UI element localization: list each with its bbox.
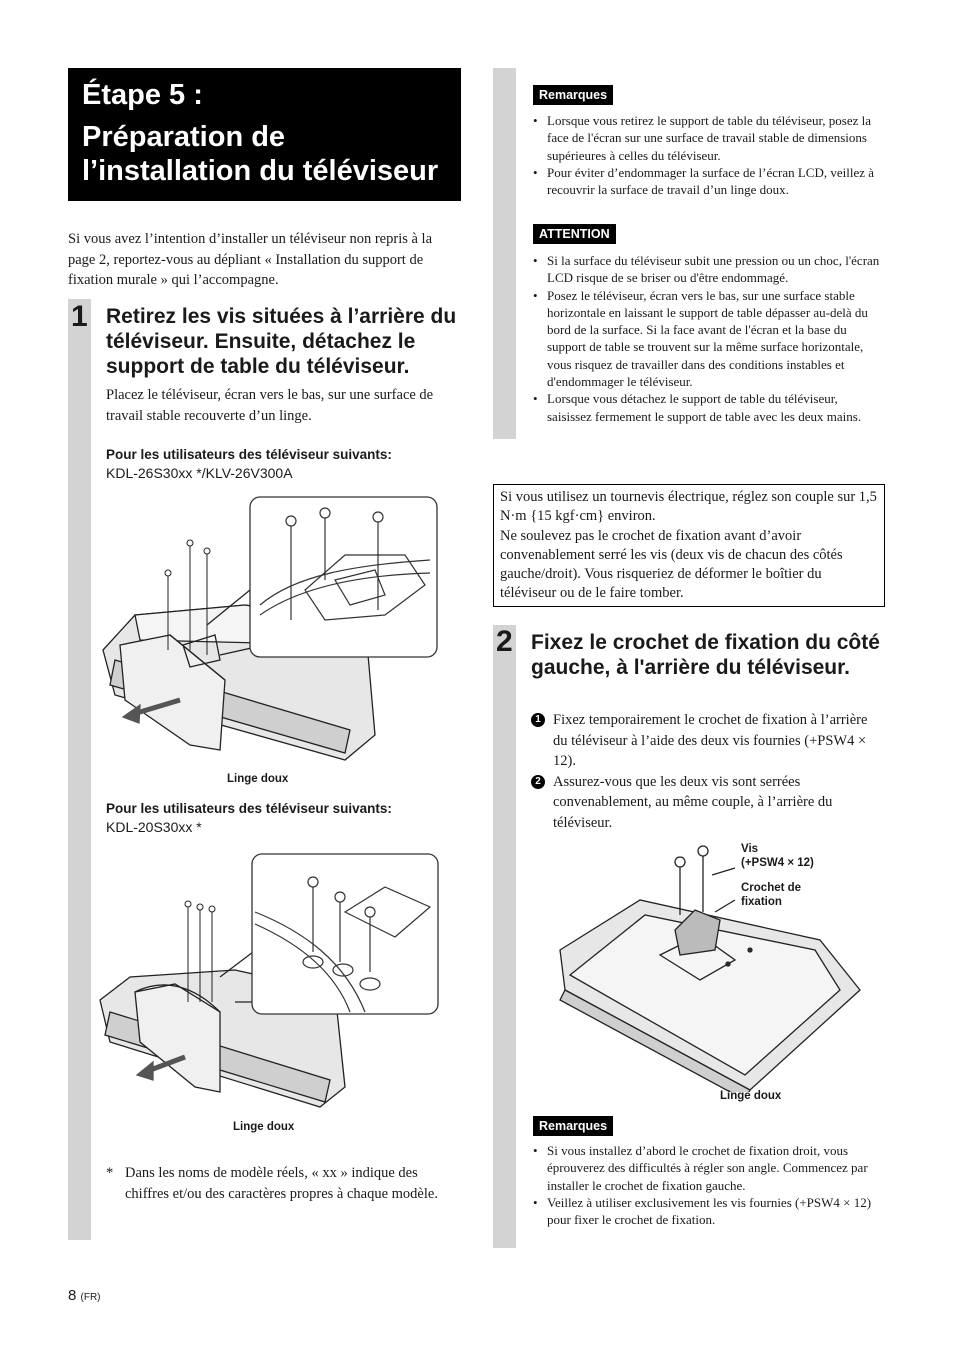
bracket-label [741, 881, 801, 909]
list-item: • Veillez à utiliser exclusivement les vis fournies (+PSW4 × 12) pour fixer le crochet de fixation. [533, 1194, 885, 1229]
remarks-bottom [533, 1116, 885, 1228]
bracket-mounting-illustration [550, 840, 880, 1092]
title-step: Étape 5 : [82, 79, 203, 111]
warning-line-2: Ne soulevez pas le crochet de fixation avant d’avoir convenablement serré les vis (deux vis de chacun des côtés gauche/droit). Vous risqueriez de déformer le boîtier du téléviseur ou de le faire tomber. [500, 527, 843, 602]
list-item: • Pour éviter d’endommager la surface de l’écran LCD, veillez à recouvrir la surface de travail d’un linge doux. [533, 164, 885, 199]
model-value: KDL-26S30xx */KLV-26V300A [106, 465, 293, 481]
footnote-star: * [106, 1165, 114, 1181]
list-item: • Lorsque vous détachez le support de table du téléviseur, saisissez fermement le support de table avec les deux mains. [533, 390, 885, 425]
title-main-1: Préparation de [82, 121, 286, 153]
attention-badge: ATTENTION [533, 224, 616, 244]
list-item: • Si vous installez d’abord le crochet de fixation droit, vous éprouverez des difficultés à régler son angle. Commencez par installer le crochet de fixation gauche. [533, 1142, 885, 1194]
remarks-top [533, 85, 885, 198]
figure-caption-soft-cloth-1: Linge doux [227, 773, 289, 785]
footnote-text: Dans les noms de modèle réels, « xx » indique des chiffres et/ou des caractères propres à chaque modèle. [125, 1165, 438, 1202]
screw-label-line-1: Vis [741, 843, 759, 855]
bracket-label-line-2: fixation [741, 896, 782, 908]
bracket-label-line-1: Crochet de [741, 882, 802, 894]
step1-sidebar [68, 299, 91, 1240]
figure-caption-soft-cloth-3: Linge doux [720, 1090, 782, 1102]
title-main-2: l’installation du téléviseur [82, 155, 439, 187]
model-heading: Pour les utilisateurs des téléviseur suivants: [106, 801, 392, 816]
substep-2-text: Assurez-vous que les deux vis sont serrées convenablement, au même couple, à l’arrière du téléviseur. [553, 773, 833, 831]
remarks-badge: Remarques [533, 85, 613, 105]
substep-1-text: Fixez temporairement le crochet de fixation à l’arrière du téléviseur à l’aide des deux vis fournies (+PSW4 × 12). [553, 712, 868, 769]
figure-caption-soft-cloth-2: Linge doux [233, 1121, 295, 1133]
attention-list [533, 252, 885, 425]
model-block-1 [106, 446, 461, 482]
step1-body: Placez le téléviseur, écran vers le bas, sur une surface de travail stable recouverte d’un linge. [106, 387, 434, 424]
page-number [68, 1287, 101, 1304]
model-value: KDL-20S30xx * [106, 819, 202, 835]
remarks-badge: Remarques [533, 1116, 613, 1136]
remarks-list [533, 112, 885, 198]
model-heading: Pour les utilisateurs des téléviseur suivants: [106, 447, 392, 462]
list-item: • Si la surface du téléviseur subit une pression ou un choc, l'écran LCD risque de se briser ou d'être endommagé. [533, 252, 885, 287]
intro-paragraph: Si vous avez l’intention d’installer un téléviseur non repris à la page 2, reportez-vous au dépliant « Installation du support de fixation murale » qui l’accompagne. [68, 231, 433, 288]
page-language: (FR) [80, 1292, 101, 1303]
tv-stand-removal-illustration-1 [95, 495, 445, 770]
screw-label [741, 842, 814, 870]
step2-title: Fixez le crochet de fixation du côté gauche, à l'arrière du téléviseur. [531, 631, 880, 679]
substep-number-2: 2 [531, 775, 545, 789]
substep-2 [531, 772, 885, 834]
torque-warning-box [493, 484, 885, 607]
page-title-block [68, 68, 461, 201]
list-item: • Lorsque vous retirez le support de table du téléviseur, posez la face de l'écran sur une surface de travail stable de dimensions supérieures à celles du téléviseur. [533, 112, 885, 164]
remarks-list [533, 1142, 885, 1228]
substep-1 [531, 710, 885, 772]
screw-label-line-2: (+PSW4 × 12) [741, 857, 814, 869]
step1-title: Retirez les vis situées à l’arrière du téléviseur. Ensuite, détachez le support de table du téléviseur. [106, 305, 457, 378]
step2-sidebar [493, 625, 516, 1248]
step1-number: 1 [71, 300, 88, 333]
attention-block [533, 224, 885, 425]
warning-line-1: Si vous utilisez un tournevis électrique, réglez son couple sur 1,5 N·m {15 kgf·cm} environ. [500, 489, 877, 525]
substep-number-1: 1 [531, 713, 545, 727]
remarks-sidebar [493, 68, 516, 439]
list-item: • Posez le téléviseur, écran vers le bas, sur une surface stable horizontale en laissant le support de table dépasser au-delà du bord de la surface. Si la face avant de l'écran et la base du support de table se trouvent sur la même surface horizontale, vous risquez de travailler dans des conditions instables et d'endommager le téléviseur. [533, 287, 885, 391]
step2-substeps [531, 710, 885, 833]
tv-stand-removal-illustration-2 [95, 852, 445, 1120]
step2-number: 2 [496, 625, 513, 658]
model-block-2 [106, 800, 461, 836]
page-number-value: 8 [68, 1287, 77, 1304]
footnote [106, 1163, 458, 1204]
